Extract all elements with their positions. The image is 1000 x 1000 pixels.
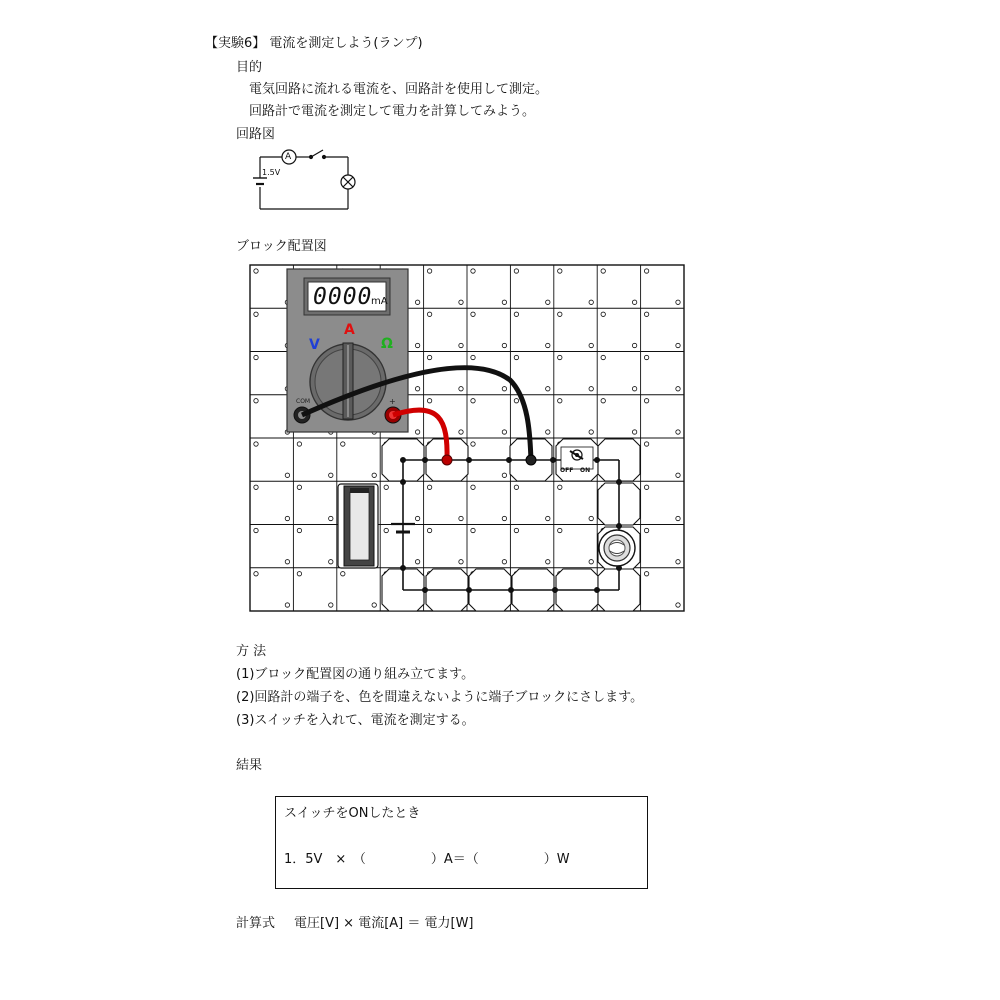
red-probe-tip <box>442 455 452 465</box>
board-peg <box>415 430 419 434</box>
board-peg <box>644 269 648 273</box>
board-peg <box>589 430 593 434</box>
junction-dot <box>423 588 427 592</box>
purpose-heading: 目的 <box>236 60 263 75</box>
board-peg <box>632 430 636 434</box>
junction-dot <box>509 588 513 592</box>
meter-display-unit: mA <box>371 296 388 307</box>
junction-dot <box>551 458 555 462</box>
board-peg <box>471 269 475 273</box>
board-peg <box>546 516 550 520</box>
board-peg <box>459 516 463 520</box>
board-peg <box>254 355 258 359</box>
board-peg <box>341 572 345 576</box>
board-peg <box>297 572 301 576</box>
layout-heading: ブロック配置図 <box>236 239 327 254</box>
board-peg <box>415 387 419 391</box>
board-peg <box>427 528 431 532</box>
junction-dot <box>401 480 405 484</box>
board-peg <box>676 300 680 304</box>
board-peg <box>676 430 680 434</box>
board-peg <box>676 473 680 477</box>
board-peg <box>676 343 680 347</box>
board-peg <box>546 430 550 434</box>
junction-dot <box>423 458 427 462</box>
board-peg <box>514 399 518 403</box>
board-peg <box>546 300 550 304</box>
board-peg <box>502 560 506 564</box>
switch-label-off: OFF <box>560 467 574 474</box>
method-step-1: (1)ブロック配置図の通り組み立てます。 <box>236 667 475 682</box>
board-peg <box>254 485 258 489</box>
board-peg <box>384 528 388 532</box>
board-peg <box>558 312 562 316</box>
board-peg <box>676 560 680 564</box>
junction-dot <box>553 588 557 592</box>
board-peg <box>372 473 376 477</box>
board-peg <box>589 560 593 564</box>
board-peg <box>589 300 593 304</box>
formula-expression: 電圧[V] × 電流[A] ＝ 電力[W] <box>294 916 474 931</box>
board-peg <box>427 355 431 359</box>
board-peg <box>502 300 506 304</box>
board-peg <box>632 387 636 391</box>
board-peg <box>546 387 550 391</box>
board-peg <box>297 485 301 489</box>
board-peg <box>676 516 680 520</box>
board-peg <box>676 603 680 607</box>
meter-label-plus: + <box>389 397 396 406</box>
board-peg <box>285 560 289 564</box>
board-peg <box>297 528 301 532</box>
board-peg <box>644 355 648 359</box>
board-peg <box>427 485 431 489</box>
board-peg <box>502 387 506 391</box>
board-peg <box>459 560 463 564</box>
switch-label-on: ON <box>580 467 591 474</box>
board-peg <box>415 343 419 347</box>
board-peg <box>471 399 475 403</box>
board-peg <box>676 387 680 391</box>
board-peg <box>297 442 301 446</box>
board-peg <box>502 343 506 347</box>
junction-dot <box>467 458 471 462</box>
board-peg <box>644 572 648 576</box>
board-peg <box>254 528 258 532</box>
board-peg <box>589 516 593 520</box>
meter-label-a: A <box>344 322 355 338</box>
board-peg <box>546 560 550 564</box>
board-peg <box>589 343 593 347</box>
board-peg <box>415 300 419 304</box>
board-peg <box>601 312 605 316</box>
board-peg <box>471 312 475 316</box>
board-peg <box>546 343 550 347</box>
meter-label-ohm: Ω <box>381 336 393 352</box>
board-peg <box>644 528 648 532</box>
switch-block <box>561 447 593 469</box>
board-peg <box>471 528 475 532</box>
board-peg <box>632 300 636 304</box>
board-peg <box>514 485 518 489</box>
junction-dot <box>595 458 599 462</box>
junction-dot <box>401 458 405 462</box>
board-peg <box>471 442 475 446</box>
board-peg <box>384 485 388 489</box>
board-peg <box>502 473 506 477</box>
junction-dot <box>507 458 511 462</box>
board-peg <box>558 355 562 359</box>
board-peg <box>514 355 518 359</box>
battery-block <box>338 484 378 568</box>
board-peg <box>329 560 333 564</box>
result-box-line-2: 1．5V × （ ）A＝（ ）W <box>284 852 570 867</box>
purpose-line-1: 電気回路に流れる電流を、回路計を使用して測定。 <box>249 82 549 97</box>
meter-label-v: V <box>309 337 320 353</box>
meter-display-value: 0000 <box>313 284 373 310</box>
board-peg <box>644 485 648 489</box>
board-peg <box>502 516 506 520</box>
board-peg <box>601 269 605 273</box>
board-peg <box>329 473 333 477</box>
board-peg <box>459 387 463 391</box>
black-probe-tip <box>526 455 536 465</box>
result-box <box>275 796 648 889</box>
board-peg <box>329 516 333 520</box>
board-peg <box>329 603 333 607</box>
method-heading: 方 法 <box>236 644 267 659</box>
board-peg <box>254 269 258 273</box>
board-peg <box>514 269 518 273</box>
board-peg <box>514 528 518 532</box>
junction-dot <box>617 524 621 528</box>
board-peg <box>644 442 648 446</box>
board-peg <box>471 355 475 359</box>
board-peg <box>415 560 419 564</box>
board-peg <box>254 442 258 446</box>
board-peg <box>644 399 648 403</box>
board-peg <box>254 572 258 576</box>
method-step-2: (2)回路計の端子を、色を間違えないように端子ブロックにさします。 <box>236 690 644 705</box>
board-peg <box>427 312 431 316</box>
result-box-line-1: スイッチをONしたとき <box>284 806 421 821</box>
board-peg <box>372 603 376 607</box>
page-title: 【実験6】 電流を測定しよう(ランプ) <box>205 36 423 51</box>
board-peg <box>558 528 562 532</box>
board-peg <box>285 473 289 477</box>
board-peg <box>341 442 345 446</box>
board-peg <box>471 485 475 489</box>
junction-dot <box>617 480 621 484</box>
junction-dot <box>595 588 599 592</box>
meter-label-com: COM <box>296 398 311 405</box>
board-peg <box>601 355 605 359</box>
board-peg <box>459 343 463 347</box>
purpose-line-2: 回路計で電流を測定して電力を計算してみよう。 <box>249 104 536 119</box>
board-peg <box>285 603 289 607</box>
circuit-heading: 回路図 <box>236 127 276 142</box>
board-peg <box>254 312 258 316</box>
board-peg <box>589 387 593 391</box>
lamp-block <box>599 530 635 566</box>
board-peg <box>632 343 636 347</box>
board-peg <box>601 399 605 403</box>
board-peg <box>459 300 463 304</box>
junction-dot <box>467 588 471 592</box>
ammeter-letter: A <box>285 152 292 162</box>
board-peg <box>502 430 506 434</box>
board-peg <box>459 430 463 434</box>
board-peg <box>415 516 419 520</box>
board-peg <box>427 399 431 403</box>
formula-label: 計算式 <box>236 916 276 931</box>
board-peg <box>285 516 289 520</box>
method-step-3: (3)スイッチを入れて、電流を測定する。 <box>236 713 475 728</box>
board-peg <box>558 399 562 403</box>
board-peg <box>558 485 562 489</box>
board-peg <box>427 269 431 273</box>
board-peg <box>644 312 648 316</box>
result-heading: 結果 <box>236 758 263 773</box>
junction-dot <box>401 566 405 570</box>
battery-label: 1.5V <box>262 168 281 177</box>
board-peg <box>558 269 562 273</box>
board-peg <box>514 312 518 316</box>
board-peg <box>254 399 258 403</box>
